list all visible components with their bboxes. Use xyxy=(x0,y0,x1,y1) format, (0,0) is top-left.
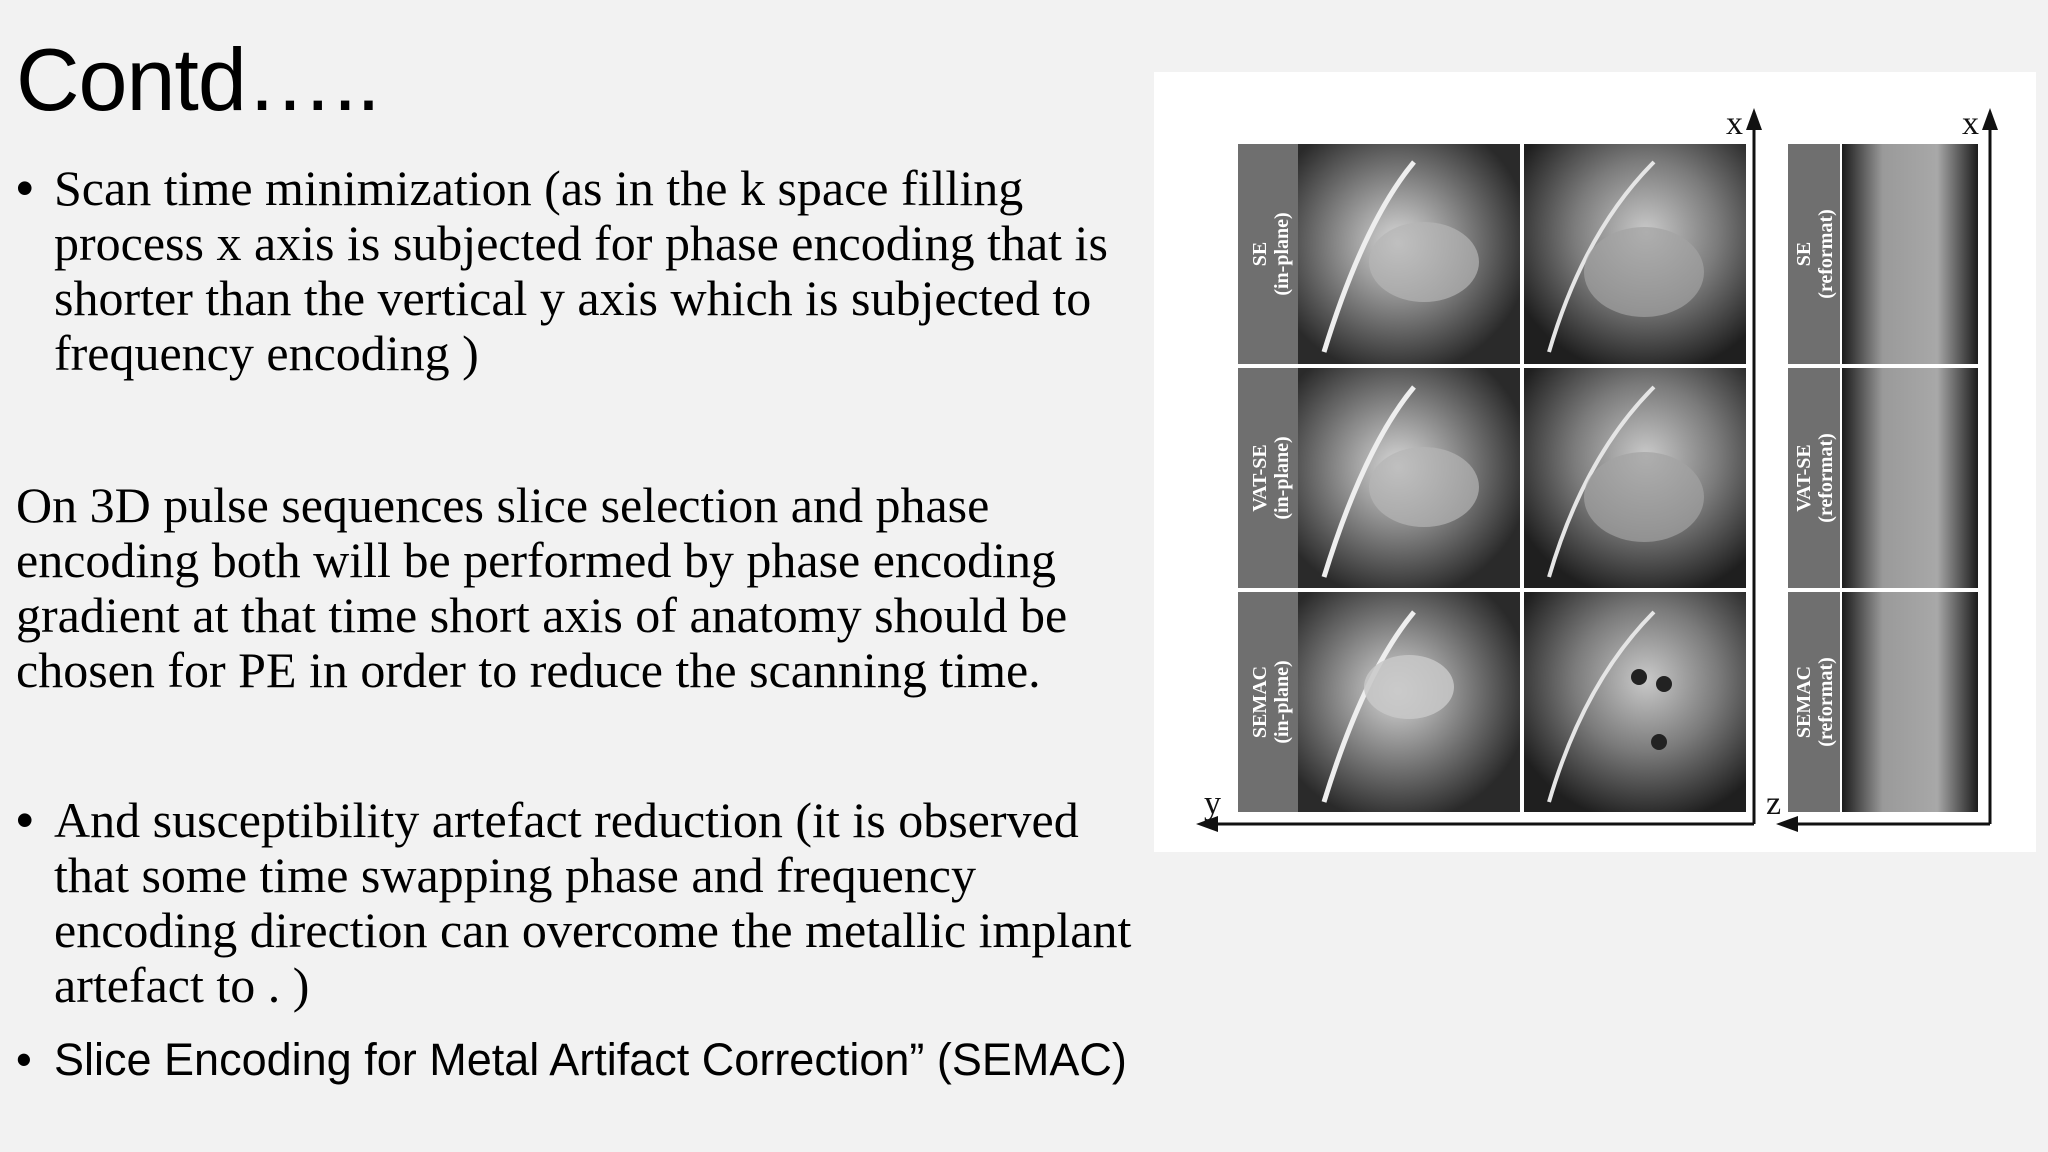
slide-title: Contd….. xyxy=(16,30,380,129)
bullet-text: And susceptibility artefact reduction (it is observed that some time swapping phase and frequency encoding direction can overcome the metallic implant artefact to . ) xyxy=(54,792,1132,1013)
mri-image xyxy=(1842,144,1978,364)
row-label-sub: (in-plane) xyxy=(1271,212,1293,296)
row-label-main: VAT-SE xyxy=(1249,444,1271,512)
mri-image xyxy=(1842,368,1978,588)
row-semac xyxy=(1238,592,1978,812)
row-label-main: SE xyxy=(1249,241,1271,267)
bullet-semac xyxy=(16,1032,1166,1087)
row-label-main: SEMAC xyxy=(1249,665,1271,739)
bullet-marker: • xyxy=(16,160,34,216)
mri-figure-svg xyxy=(1154,72,2036,852)
bullet-marker: • xyxy=(16,792,34,848)
row-se xyxy=(1238,144,1978,364)
arrow-icon xyxy=(1982,108,1998,130)
row-label-main-right: SEMAC xyxy=(1793,665,1815,739)
row-label-sub: (in-plane) xyxy=(1271,660,1293,744)
mri-comparison-figure xyxy=(1154,72,2036,852)
bullet-marker: • xyxy=(16,1034,32,1085)
bullet-text: Scan time minimization (as in the k space filling process x axis is subjected for phase encoding that is shorter than the vertical y axis which is subjected to frequency encoding ) xyxy=(54,160,1108,381)
axis-label-z: z xyxy=(1766,785,1782,822)
bullet-text: Slice Encoding for Metal Artifact Correction” (SEMAC) xyxy=(54,1034,1127,1085)
paragraph-3d-pulse: On 3D pulse sequences slice selection and phase encoding both will be performed by phase encoding gradient at that time short axis of anatomy should be chosen for PE in order to reduce the scanning time. xyxy=(16,477,1068,698)
row-label-sub-right: (reformat) xyxy=(1815,657,1837,747)
mri-image xyxy=(1842,592,1978,812)
row-label-sub: (in-plane) xyxy=(1271,436,1293,520)
axis-label-x-left: x xyxy=(1726,105,1743,142)
row-vat-se xyxy=(1238,368,1978,588)
axis-label-x-right: x xyxy=(1962,105,1979,142)
bullet-susceptibility xyxy=(16,793,1166,1013)
row-label-main-right: VAT-SE xyxy=(1793,444,1815,512)
row-label-sub-right: (reformat) xyxy=(1815,433,1837,523)
axis-label-y: y xyxy=(1204,785,1221,822)
row-label-sub-right: (reformat) xyxy=(1815,209,1837,299)
row-label-main-right: SE xyxy=(1793,241,1815,267)
arrow-icon xyxy=(1746,108,1762,130)
bullet-scan-time xyxy=(16,161,1166,381)
